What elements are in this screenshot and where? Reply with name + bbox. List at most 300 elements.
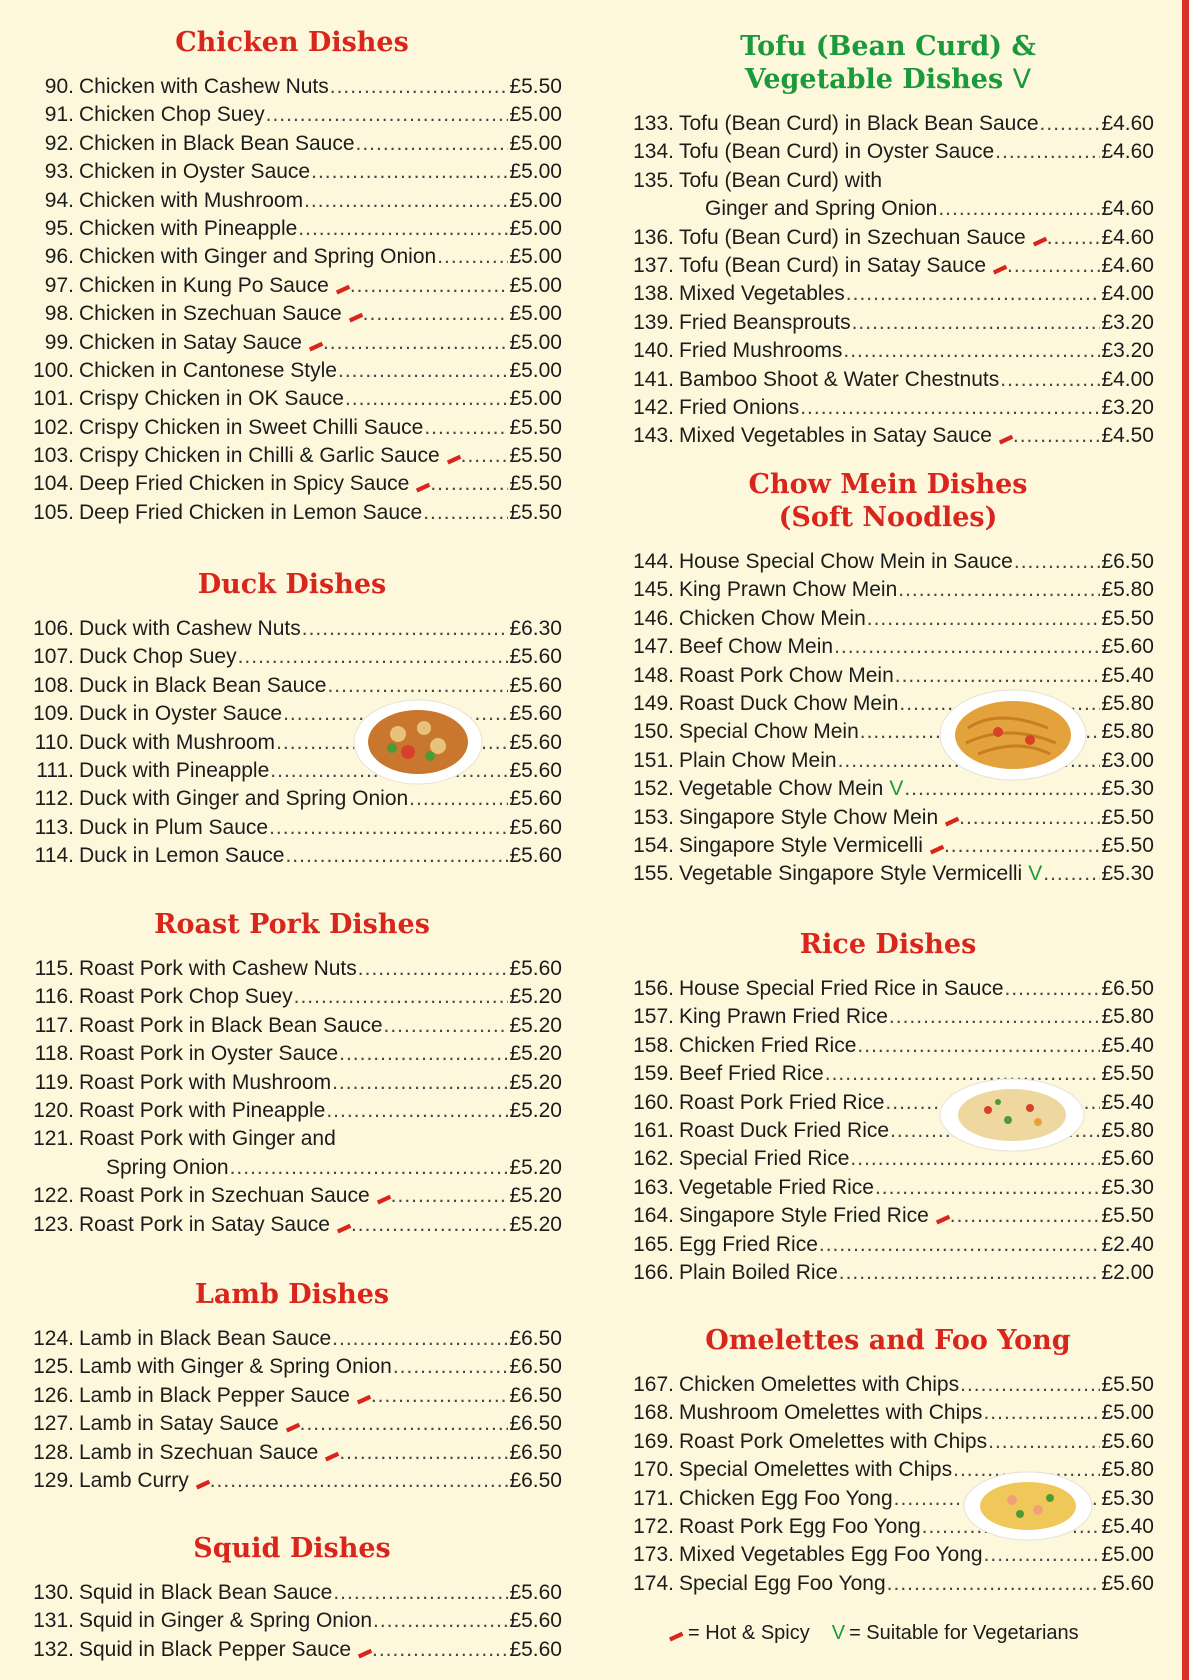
item-name: Duck in Lemon Sauce — [79, 844, 285, 868]
menu-item — [622, 576, 1154, 604]
menu-item — [22, 187, 562, 215]
item-name: Beef Fried Rice — [679, 1062, 824, 1086]
item-price: £2.00 — [1101, 1260, 1154, 1284]
item-number: 170. — [633, 1458, 674, 1482]
menu-item — [622, 662, 1154, 690]
dot-leader — [409, 785, 508, 813]
section-title: Lamb Dishes — [194, 1279, 390, 1310]
item-number: 140. — [633, 339, 674, 363]
item-price: £5.20 — [509, 1013, 562, 1037]
dot-leader — [1014, 548, 1101, 576]
item-name: Mixed Vegetables Egg Foo Yong — [679, 1543, 983, 1567]
dot-leader — [846, 280, 1101, 308]
item-number: 114. — [34, 844, 74, 868]
item-number: 103. — [33, 444, 74, 468]
menu-item — [622, 832, 1154, 860]
item-price: £5.60 — [509, 758, 562, 782]
dot-leader — [887, 1570, 1101, 1598]
menu-item — [22, 1353, 562, 1381]
menu-item — [622, 1145, 1154, 1173]
dot-leader — [895, 662, 1101, 690]
dot-leader — [423, 499, 508, 527]
menu-item — [22, 385, 562, 413]
item-name: Roast Pork with Mushroom — [79, 1070, 332, 1094]
menu-item — [22, 615, 562, 643]
section-chicken — [22, 26, 562, 527]
item-price: £5.20 — [509, 1184, 562, 1208]
item-price: £4.50 — [1101, 424, 1154, 448]
item-name: Roast Pork in Satay Sauce — [79, 1212, 330, 1236]
dot-leader — [983, 1399, 1100, 1427]
dot-leader — [1043, 860, 1100, 888]
item-number: 162. — [633, 1147, 674, 1171]
menu-item — [22, 955, 562, 983]
item-name: House Special Fried Rice in Sauce — [679, 977, 1004, 1000]
item-name: Singapore Style Chow Mein — [679, 805, 939, 829]
item-name: Beef Chow Mein — [679, 635, 834, 659]
menu-item — [622, 1060, 1154, 1088]
item-price: £3.20 — [1101, 310, 1154, 334]
dot-leader — [834, 633, 1100, 661]
dot-leader — [391, 1182, 509, 1210]
dot-leader — [384, 1012, 509, 1040]
v-vegetarian-icon: V — [889, 777, 904, 801]
menu-item — [22, 1439, 562, 1467]
item-number: 98. — [44, 302, 74, 326]
dot-leader — [338, 357, 508, 385]
item-number: 132. — [33, 1637, 74, 1661]
item-name: Tofu (Bean Curd) with — [679, 168, 883, 192]
item-price: £5.60 — [1101, 1429, 1154, 1453]
item-number: 149. — [633, 691, 674, 715]
item-price: £5.00 — [509, 188, 562, 212]
menu-item — [622, 224, 1154, 252]
item-number: 115. — [34, 957, 74, 980]
dot-leader — [950, 1202, 1101, 1230]
item-name: Roast Pork in Black Bean Sauce — [79, 1013, 383, 1037]
menu-item — [622, 252, 1154, 280]
menu-item — [22, 1069, 562, 1097]
item-name: Vegetable Fried Rice — [679, 1175, 874, 1199]
item-name: Chicken in Cantonese Style — [79, 358, 337, 382]
item-name: Roast Pork with Cashew Nuts — [79, 957, 357, 980]
menu-item-continuation — [622, 195, 1154, 223]
item-number: 111. — [36, 758, 74, 782]
item-name: Special Omelettes with Chips — [679, 1458, 953, 1482]
item-price: £5.40 — [1101, 1514, 1154, 1538]
item-price: £5.60 — [509, 673, 562, 697]
dot-leader — [995, 138, 1100, 166]
item-price: £5.00 — [509, 160, 562, 184]
dot-leader — [437, 243, 508, 271]
chili-icon: ▬ — [321, 1443, 341, 1464]
item-name: Egg Fried Rice — [679, 1232, 818, 1256]
item-name: Tofu (Bean Curd) in Satay Sauce — [679, 253, 987, 277]
item-price: £5.80 — [1101, 1458, 1154, 1482]
item-name: Roast Pork Fried Rice — [679, 1090, 885, 1114]
chili-icon: ▬ — [941, 808, 961, 829]
chili-icon: ▬ — [332, 276, 352, 297]
item-name-continued: Spring Onion — [106, 1155, 229, 1179]
item-name: Lamb Curry — [79, 1468, 189, 1492]
item-name: Vegetable Singapore Style Vermicelli — [679, 862, 1023, 886]
section-title — [622, 30, 1154, 96]
chili-icon: ▬ — [1028, 228, 1049, 249]
item-number: 129. — [33, 1468, 74, 1492]
menu-item — [22, 1636, 562, 1664]
item-name: Chicken Chop Suey — [79, 103, 265, 127]
item-name: Chicken with Cashew Nuts — [79, 75, 329, 98]
item-price: £5.60 — [509, 730, 562, 754]
dot-leader — [372, 1636, 508, 1664]
section-title: Squid Dishes — [193, 1533, 391, 1564]
chili-icon: ▬ — [995, 427, 1015, 448]
section-omelettes — [622, 1324, 1154, 1598]
chili-icon: ▬ — [344, 304, 365, 326]
menu-item — [22, 414, 562, 442]
item-number: 90. — [44, 75, 74, 98]
item-number: 152. — [633, 777, 674, 801]
item-number: 109. — [33, 702, 74, 726]
v-vegetarian-icon: V — [1028, 862, 1043, 886]
section-lamb — [22, 1278, 562, 1495]
item-price: £5.50 — [1101, 1062, 1154, 1086]
section-roast-pork — [22, 908, 562, 1239]
menu-item — [22, 757, 562, 785]
item-name: Chicken Chow Mein — [679, 606, 866, 630]
item-number: 141. — [633, 367, 674, 391]
menu-item — [22, 842, 562, 870]
item-name: Chicken in Satay Sauce — [79, 330, 302, 354]
item-number: 165. — [633, 1232, 674, 1256]
item-number: 156. — [633, 977, 674, 1000]
item-name: Roast Pork Chow Mein — [679, 663, 894, 687]
item-price: £5.50 — [509, 444, 562, 468]
item-number: 94. — [44, 188, 74, 212]
dot-leader — [371, 1382, 509, 1410]
item-price: £5.60 — [509, 1581, 562, 1604]
item-name: Duck with Ginger and Spring Onion — [79, 787, 409, 811]
item-number: 160. — [633, 1090, 674, 1114]
dot-leader — [356, 130, 509, 158]
dot-leader — [800, 394, 1100, 422]
item-name: Chicken Omelettes with Chips — [679, 1373, 960, 1396]
legend-hot-label: = Hot & Spicy — [688, 1622, 810, 1644]
item-price: £4.60 — [1101, 225, 1154, 249]
menu-item — [22, 73, 562, 101]
chili-icon: ▬ — [412, 475, 432, 496]
item-name: Special Egg Foo Yong — [679, 1571, 886, 1595]
item-number: 172. — [633, 1514, 674, 1538]
dot-leader — [311, 158, 508, 186]
menu-item — [22, 101, 562, 129]
item-name: Roast Duck Chow Mein — [679, 691, 899, 715]
chili-icon: ▬ — [926, 836, 946, 858]
item-number: 163. — [633, 1175, 674, 1199]
item-number: 134. — [633, 140, 674, 164]
menu-item — [622, 1371, 1154, 1399]
item-name: Plain Boiled Rice — [679, 1260, 838, 1284]
item-price: £5.50 — [509, 500, 562, 524]
egg-foo-yong-dish-photo — [962, 1470, 1094, 1542]
menu-item — [22, 357, 562, 385]
item-number: 151. — [633, 748, 674, 772]
item-price: £6.50 — [509, 1468, 562, 1492]
item-number: 122. — [33, 1184, 74, 1208]
item-name: Duck with Pineapple — [79, 758, 270, 782]
menu-item — [22, 300, 562, 328]
dot-leader — [959, 804, 1100, 832]
item-name: Duck in Oyster Sauce — [79, 702, 283, 726]
menu-item — [22, 1211, 562, 1239]
item-price: £6.30 — [509, 617, 562, 640]
chili-icon: ▬ — [305, 333, 325, 354]
item-number: 144. — [633, 550, 674, 573]
menu-item — [22, 1382, 562, 1410]
item-number: 95. — [44, 216, 74, 240]
menu-item — [622, 804, 1154, 832]
item-name: King Prawn Chow Mein — [679, 578, 898, 602]
menu-item — [22, 1012, 562, 1040]
section-tofu-vegetable — [622, 30, 1154, 451]
item-number: 146. — [633, 606, 674, 630]
item-price: £5.20 — [509, 1070, 562, 1094]
menu-item — [622, 775, 1154, 803]
menu-item — [622, 1428, 1154, 1456]
item-price: £5.50 — [1101, 1373, 1154, 1396]
item-price: £5.50 — [509, 415, 562, 439]
item-number: 138. — [633, 282, 674, 306]
item-number: 123. — [33, 1212, 74, 1236]
item-price: £4.60 — [1101, 253, 1154, 277]
item-price: £5.50 — [509, 472, 562, 496]
menu-item — [622, 394, 1154, 422]
item-price: £2.40 — [1101, 1232, 1154, 1256]
menu-item — [22, 499, 562, 527]
item-name: Mixed Vegetables — [679, 282, 845, 306]
item-price: £5.80 — [1101, 720, 1154, 744]
item-price: £5.60 — [1101, 635, 1154, 659]
item-number: 124. — [33, 1327, 74, 1350]
section-title: Omelettes and Foo Yong — [705, 1325, 1071, 1356]
item-number: 167. — [633, 1373, 674, 1396]
item-name: Plain Chow Mein — [679, 748, 837, 772]
menu-item — [622, 975, 1154, 1003]
dot-leader — [332, 1069, 508, 1097]
item-price: £5.50 — [1101, 606, 1154, 630]
dot-leader — [1047, 224, 1101, 252]
dot-leader — [304, 187, 508, 215]
menu-item — [22, 814, 562, 842]
section-title-line2: (Soft Noodles) — [778, 502, 998, 533]
menu-item — [22, 272, 562, 300]
menu-item — [22, 1579, 562, 1607]
menu-item — [22, 1125, 562, 1153]
dot-leader — [938, 195, 1100, 223]
item-number: 96. — [44, 245, 74, 269]
item-number: 168. — [633, 1401, 674, 1425]
dot-leader — [393, 1353, 509, 1381]
item-price: £5.50 — [509, 75, 562, 98]
dot-leader — [1005, 975, 1101, 1003]
menu-item — [622, 1541, 1154, 1569]
section-chow-mein — [622, 468, 1154, 889]
item-price: £5.40 — [1101, 1090, 1154, 1114]
dot-leader — [373, 1607, 508, 1635]
item-name: Lamb with Ginger & Spring Onion — [79, 1355, 392, 1379]
item-name: Fried Beansprouts — [679, 310, 851, 334]
dot-leader — [363, 300, 509, 328]
item-price: £5.00 — [509, 216, 562, 240]
dot-leader — [210, 1467, 509, 1495]
item-price: £5.80 — [1101, 1118, 1154, 1142]
menu-item — [22, 785, 562, 813]
item-number: 127. — [33, 1412, 74, 1436]
item-price: £5.00 — [509, 131, 562, 155]
menu-item — [622, 366, 1154, 394]
item-number: 128. — [33, 1440, 74, 1464]
menu-item — [622, 860, 1154, 888]
section-title-line1: Tofu (Bean Curd) & — [740, 31, 1036, 62]
item-number: 139. — [633, 310, 674, 334]
section-title: Roast Pork Dishes — [154, 909, 430, 940]
item-price: £4.60 — [1101, 112, 1154, 135]
item-price: £5.20 — [509, 1098, 562, 1122]
item-number: 91. — [44, 103, 74, 127]
chili-icon: ▬ — [191, 1471, 212, 1493]
item-number: 112. — [34, 787, 74, 811]
section-squid — [22, 1532, 562, 1664]
dot-leader — [1013, 422, 1101, 450]
item-number: 93. — [44, 160, 74, 184]
menu-item — [22, 983, 562, 1011]
item-number: 99. — [44, 330, 74, 354]
menu-item — [622, 138, 1154, 166]
item-number: 142. — [633, 395, 674, 419]
fried-rice-dish-photo — [938, 1076, 1086, 1154]
item-number: 158. — [633, 1033, 674, 1057]
menu-item-continuation — [22, 1154, 562, 1182]
dot-leader — [430, 470, 508, 498]
dot-leader — [1000, 366, 1100, 394]
dot-leader — [298, 215, 508, 243]
item-number: 173. — [633, 1543, 674, 1567]
item-name: Roast Pork Egg Foo Yong — [679, 1514, 921, 1538]
item-name: Deep Fried Chicken in Spicy Sauce — [79, 472, 410, 496]
item-price: £5.60 — [509, 815, 562, 839]
menu-item — [622, 633, 1154, 661]
item-price: £4.60 — [1101, 197, 1154, 221]
item-number: 136. — [633, 225, 674, 249]
menu-item — [22, 442, 562, 470]
section-title-line1: Chow Mein Dishes — [748, 469, 1028, 500]
menu-item — [622, 1003, 1154, 1031]
menu-item — [22, 643, 562, 671]
item-name: Chicken with Mushroom — [79, 188, 304, 212]
item-price: £5.30 — [1101, 1175, 1154, 1199]
section-title: Chicken Dishes — [175, 27, 409, 58]
item-name: Tofu (Bean Curd) in Black Bean Sauce — [679, 112, 1039, 135]
item-price: £6.50 — [509, 1440, 562, 1464]
v-vegetarian-icon: V — [831, 1622, 846, 1644]
dot-leader — [988, 1428, 1100, 1456]
item-number: 161. — [633, 1118, 674, 1142]
item-name: Fried Mushrooms — [679, 339, 843, 363]
dot-leader — [839, 1259, 1101, 1287]
v-vegetarian-icon: V — [1012, 64, 1032, 95]
legend — [665, 1622, 1079, 1645]
dot-leader — [960, 1371, 1100, 1399]
item-price: £6.50 — [509, 1355, 562, 1379]
item-number: 143. — [633, 424, 674, 448]
section-title-line2: Vegetable Dishes — [744, 64, 1004, 95]
item-name: Mushroom Omelettes with Chips — [679, 1401, 983, 1425]
item-number: 137. — [633, 253, 674, 277]
item-price: £5.30 — [1101, 777, 1154, 801]
item-price: £5.00 — [1101, 1401, 1154, 1425]
item-list — [22, 955, 562, 1239]
item-name: Tofu (Bean Curd) in Szechuan Sauce — [679, 225, 1026, 249]
dot-leader — [332, 1325, 508, 1353]
item-number: 135. — [633, 168, 674, 192]
item-number: 174. — [633, 1571, 674, 1595]
menu-item — [622, 1174, 1154, 1202]
item-price: £5.60 — [1101, 1147, 1154, 1171]
item-name: Chicken with Pineapple — [79, 216, 298, 240]
dot-leader — [984, 1541, 1101, 1569]
menu-item — [22, 700, 562, 728]
item-number: 133. — [633, 112, 674, 135]
item-name: Duck Chop Suey — [79, 645, 237, 669]
menu-item — [622, 605, 1154, 633]
item-price: £5.40 — [1101, 1033, 1154, 1057]
item-price: £6.50 — [1101, 977, 1154, 1000]
menu-item — [22, 243, 562, 271]
item-price: £5.60 — [509, 1637, 562, 1661]
item-price: £5.00 — [509, 103, 562, 127]
item-name: Singapore Style Fried Rice — [679, 1204, 929, 1228]
item-price: £5.60 — [509, 645, 562, 669]
item-number: 154. — [633, 833, 674, 857]
item-number: 147. — [633, 635, 674, 659]
item-name: Crispy Chicken in Sweet Chilli Sauce — [79, 415, 424, 439]
item-list — [22, 1325, 562, 1495]
item-name: Fried Onions — [679, 395, 800, 419]
chow-mein-dish-photo — [938, 688, 1088, 782]
item-price: £5.60 — [509, 957, 562, 980]
item-number: 125. — [33, 1355, 74, 1379]
dot-leader — [333, 1579, 508, 1607]
item-price: £5.00 — [1101, 1543, 1154, 1567]
item-name: Crispy Chicken in Chilli & Garlic Sauce — [79, 444, 440, 468]
item-name: Bamboo Shoot & Water Chestnuts — [679, 367, 1000, 391]
chili-icon: ▬ — [353, 1386, 373, 1408]
item-price: £5.50 — [1101, 833, 1154, 857]
dot-leader — [819, 1231, 1101, 1259]
item-number: 150. — [633, 720, 674, 744]
menu-item — [622, 422, 1154, 450]
dot-leader — [339, 1439, 508, 1467]
menu-item — [622, 1399, 1154, 1427]
item-number: 131. — [33, 1609, 74, 1633]
dot-leader — [852, 309, 1101, 337]
item-price: £5.80 — [1101, 1005, 1154, 1029]
menu-item — [22, 470, 562, 498]
item-price: £5.00 — [509, 245, 562, 269]
dot-leader — [1040, 110, 1101, 138]
item-price: £5.60 — [509, 844, 562, 868]
menu-item — [622, 110, 1154, 138]
